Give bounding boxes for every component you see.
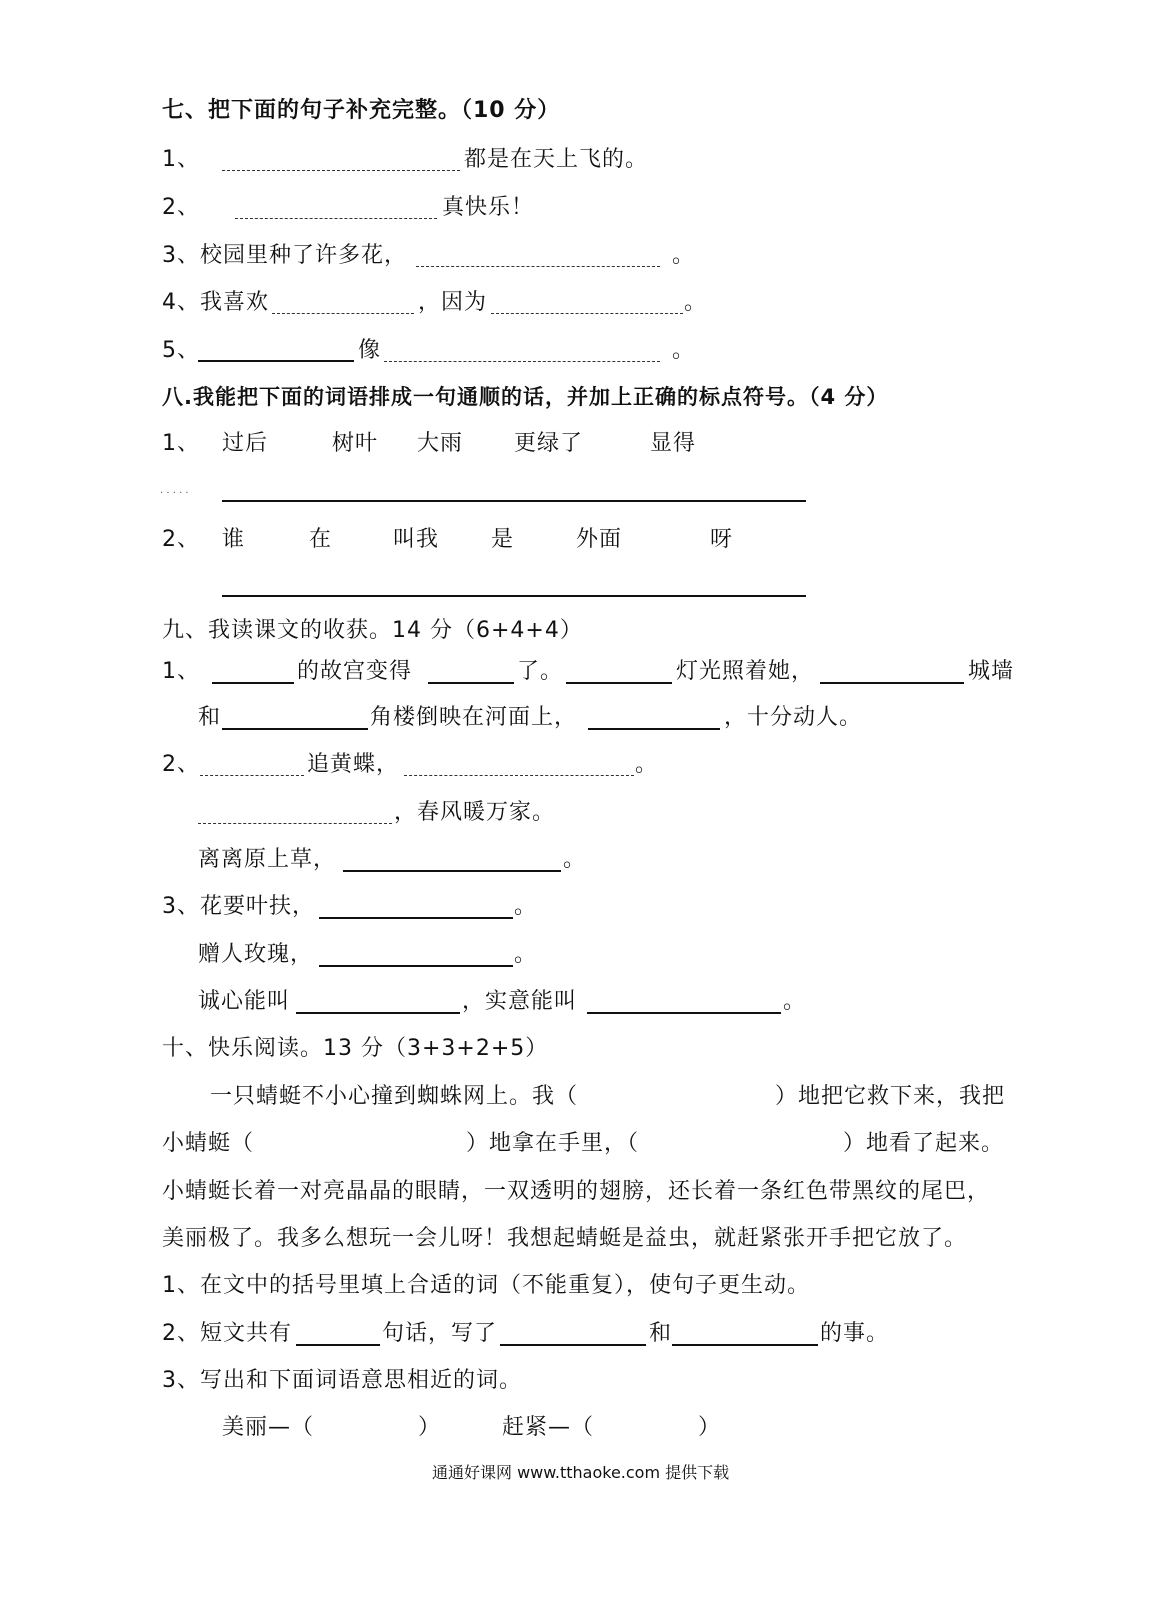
q9-1-blank-4[interactable] — [820, 682, 964, 684]
q9-1-text-a: 的故宫变得 — [297, 659, 413, 684]
q10-3: 3、写出和下面词语意思相近的词。 — [162, 1368, 522, 1393]
q9-1-text-f: 角楼倒映在河面上， — [370, 705, 578, 730]
q8-2-word: 呀 — [710, 527, 734, 552]
q7-4-blank-1[interactable] — [272, 313, 414, 314]
q8-2-number: 2、 — [162, 527, 200, 552]
passage-line-1b: ）地把它救下来，我把 — [775, 1084, 1006, 1109]
q9-3-blank-4[interactable] — [587, 1012, 781, 1014]
q9-3-text-a: 3、花要叶扶， — [162, 894, 315, 919]
q10-3-close-2: ） — [698, 1415, 722, 1440]
q9-3-text-d: 。 — [514, 942, 538, 967]
q10-3-word-1: 美丽—（ — [222, 1415, 315, 1440]
passage-line-2b: ）地拿在手里，（ — [466, 1131, 640, 1156]
q8-1-number: 1、 — [162, 431, 200, 456]
q7-5-blank-1[interactable] — [198, 360, 354, 362]
q9-2-blank-4[interactable] — [343, 870, 561, 872]
q9-3-text-c: 赠人玫瑰， — [198, 942, 314, 967]
q9-2-text-a: 追黄蝶， — [307, 752, 400, 777]
q7-2-blank[interactable] — [235, 218, 437, 219]
footer-credit: 通通好课网 www.tthaoke.com 提供下载 — [432, 1463, 730, 1482]
q9-1-blank-2[interactable] — [428, 682, 514, 684]
q9-1-text-c: 灯光照着她， — [676, 659, 815, 684]
q9-2-blank-1[interactable] — [200, 775, 304, 776]
q8-1-answer-line[interactable] — [222, 500, 806, 502]
q9-1-text-e: 和 — [198, 705, 222, 730]
q7-3-blank[interactable] — [416, 266, 660, 267]
q10-2-text-a: 2、短文共有 — [162, 1321, 292, 1346]
q7-5-number: 5、 — [162, 338, 200, 363]
q9-3-blank-2[interactable] — [319, 965, 513, 967]
q9-3-text-f: ，实意能叫 — [462, 989, 578, 1014]
q7-4-end: 。 — [684, 290, 708, 315]
dotted-marker: · · · · · — [160, 488, 189, 499]
q9-1-text-g: ，十分动人。 — [724, 705, 863, 730]
passage-line-2c: ）地看了起来。 — [843, 1131, 1005, 1156]
q7-3-text: 3、校园里种了许多花， — [162, 243, 407, 268]
q9-1-number: 1、 — [162, 659, 200, 684]
q7-5-mid: 像 — [358, 338, 382, 363]
q10-2-text-b: 句话，写了 — [382, 1321, 498, 1346]
section-7-title: 七、把下面的句子补充完整。（10 分） — [162, 98, 561, 123]
q10-2-blank-1[interactable] — [296, 1344, 380, 1346]
q8-2-word: 在 — [309, 527, 333, 552]
q7-2-number: 2、 — [162, 195, 200, 220]
q10-3-close-1: ） — [418, 1415, 442, 1440]
q9-2-text-b: 。 — [635, 752, 659, 777]
q9-2-number: 2、 — [162, 752, 200, 777]
q10-2-blank-2[interactable] — [500, 1344, 646, 1346]
section-8-title: 八.我能把下面的词语排成一句通顺的话，并加上正确的标点符号。（4 分） — [162, 385, 889, 409]
q9-1-blank-5[interactable] — [222, 728, 368, 730]
q7-1-text: 都是在天上飞的。 — [464, 147, 649, 172]
q7-3-end: 。 — [672, 243, 696, 268]
q7-1-number: 1、 — [162, 147, 200, 172]
q9-2-blank-2[interactable] — [404, 775, 634, 776]
q10-2-blank-3[interactable] — [672, 1344, 818, 1346]
q9-3-blank-3[interactable] — [296, 1012, 460, 1014]
q9-1-blank-6[interactable] — [588, 728, 720, 730]
q7-5-blank-2[interactable] — [384, 361, 660, 362]
section-9-title: 九、我读课文的收获。14 分（6+4+4） — [162, 618, 583, 643]
passage-line-4: 美丽极了。我多么想玩一会儿呀！我想起蜻蜓是益虫，就赶紧张开手把它放了。 — [162, 1226, 968, 1251]
q7-1-blank[interactable] — [222, 170, 460, 171]
q7-4-text: 4、我喜欢 — [162, 290, 269, 315]
q9-2-text-d: 离离原上草， — [198, 847, 337, 872]
q8-1-word: 树叶 — [332, 431, 379, 456]
q9-1-blank-1[interactable] — [212, 682, 294, 684]
q10-3-word-2: 赶紧—（ — [502, 1415, 595, 1440]
q7-4-blank-2[interactable] — [491, 313, 683, 314]
q7-5-end: 。 — [672, 338, 696, 363]
q9-2-blank-3[interactable] — [198, 823, 392, 824]
q10-1: 1、在文中的括号里填上合适的词（不能重复），使句子更生动。 — [162, 1273, 810, 1298]
q9-3-blank-1[interactable] — [319, 917, 513, 919]
q9-2-text-c: ，春风暖万家。 — [394, 800, 556, 825]
q9-3-text-e: 诚心能叫 — [198, 989, 291, 1014]
passage-line-2a: 小蜻蜓（ — [162, 1131, 255, 1156]
q9-3-text-g: 。 — [783, 989, 807, 1014]
q8-1-word: 大雨 — [417, 431, 464, 456]
q8-2-answer-line[interactable] — [222, 595, 806, 597]
q7-4-mid: ，因为 — [418, 290, 488, 315]
q8-1-word: 更绿了 — [514, 431, 584, 456]
q9-1-blank-3[interactable] — [566, 682, 672, 684]
q9-2-text-e: 。 — [563, 847, 587, 872]
q8-1-word: 过后 — [222, 431, 269, 456]
q10-2-text-d: 的事。 — [820, 1321, 890, 1346]
q9-3-text-b: 。 — [514, 894, 538, 919]
q9-1-text-d: 城墙 — [968, 659, 1015, 684]
passage-line-1a: 一只蜻蜓不小心撞到蜘蛛网上。我（ — [210, 1084, 579, 1109]
q8-2-word: 谁 — [222, 527, 246, 552]
q10-2-text-c: 和 — [649, 1321, 673, 1346]
q8-2-word: 叫我 — [393, 527, 440, 552]
q8-2-word: 外面 — [576, 527, 623, 552]
q9-1-text-b: 了。 — [517, 659, 564, 684]
passage-line-3: 小蜻蜓长着一对亮晶晶的眼睛，一双透明的翅膀，还长着一条红色带黑纹的尾巴， — [162, 1179, 991, 1204]
q8-2-word: 是 — [491, 527, 515, 552]
q8-1-word: 显得 — [650, 431, 697, 456]
section-10-title: 十、快乐阅读。13 分（3+3+2+5） — [162, 1036, 549, 1061]
q7-2-text: 真快乐！ — [442, 195, 535, 220]
